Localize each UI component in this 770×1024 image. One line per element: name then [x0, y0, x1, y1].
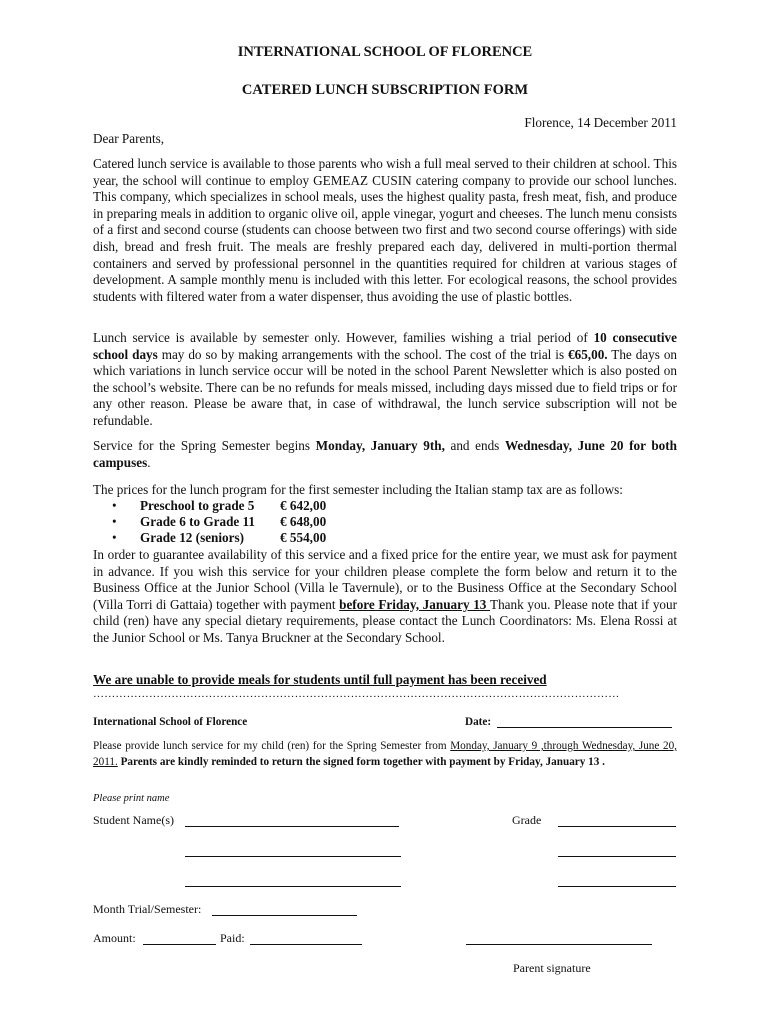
price-value: € 648,00	[280, 514, 327, 529]
date-label: Date:	[465, 716, 492, 728]
semester-start: Monday, January 9th,	[315, 438, 445, 453]
grade-field-1[interactable]	[558, 826, 676, 827]
bullet: •	[112, 514, 117, 529]
request-paragraph	[93, 738, 677, 770]
price-item	[112, 498, 326, 514]
intro-paragraph: Catered lunch service is available to those parents who wish a full meal served to their children at school. This year, the school will continue to employ GEMEAZ CUSIN catering company to provide our school lunches. This company, which specializes in school meals, uses the highest quality pasta, fresh meat, fish, and produce in preparing meals in addition to organic olive oil, apple vinegar, yogurt and cheeses. The lunch menu consists of a first and second course (students can choose between two first and two second course offerings) with side dish, bread and fresh fruit. The meals are freshly prepared each day, delivered in multi-portion thermal containers and served by professional personnel in the quantities required for children at various stages of development. A sample monthly menu is included with this letter. For ecological reasons, the school provides students with filtered water from a water dispenser, thus avoiding the use of plastic bottles.	[93, 156, 677, 304]
trial-days: 10 consecutive school days	[93, 330, 677, 362]
semester-end: Wednesday, June 20 for both campuses	[93, 438, 678, 470]
trial-paragraph	[93, 330, 677, 430]
grade-field-2[interactable]	[558, 856, 676, 857]
amount-field[interactable]	[143, 944, 216, 945]
parent-signature-label: Parent signature	[513, 961, 591, 975]
form-title: CATERED LUNCH SUBSCRIPTION FORM	[241, 82, 529, 98]
payment-notice: We are unable to provide meals for students until full payment has been received	[93, 672, 547, 687]
grade-field-3[interactable]	[558, 886, 676, 887]
student-name-field-1[interactable]	[185, 826, 399, 827]
price-value: € 554,00	[280, 530, 327, 545]
trial-text-1: Lunch service is available by semester only. However, families wishing a trial period of	[93, 330, 594, 345]
price-label: Grade 12 (seniors)	[140, 530, 245, 545]
paid-label: Paid:	[220, 931, 245, 945]
prices-intro: The prices for the lunch program for the first semester including the Italian stamp tax are as follows:	[93, 482, 623, 497]
bullet: •	[112, 530, 117, 545]
student-name-label: Student Name(s)	[93, 813, 174, 827]
school-title: INTERNATIONAL SCHOOL OF FLORENCE	[237, 44, 533, 60]
student-name-field-3[interactable]	[185, 886, 401, 887]
payment-text-1: In order to guarantee availability of this service and a fixed price for the entire year, we must ask for payment in advance. If you wish this service for your children please complete the form below and return it to the Business Office at the Junior School (Villa le Tavernule), or to the Business Office at the Secondary School (Villa Torri di Gattaia) together with payment	[93, 547, 677, 612]
payment-paragraph	[93, 547, 677, 647]
trial-text-2: may do so by making arrangements with the school. The cost of the trial is	[157, 346, 569, 362]
greeting: Dear Parents,	[93, 131, 165, 146]
paid-field[interactable]	[250, 944, 362, 945]
request-reminder: Parents are kindly reminded to return the signed form together with payment by Friday, January 13 .	[117, 756, 605, 768]
bullet: •	[112, 498, 117, 513]
letter-date: Florence, 14 December 2011	[524, 115, 677, 130]
semester-text-2: and ends	[444, 438, 505, 453]
signature-field[interactable]	[466, 944, 652, 945]
payment-deadline: before Friday, January 13	[339, 596, 491, 612]
payment-text-2: Thank you. Please note that if your child (ren) have any special dietary requirements, please contact the Lunch Coordinators: Ms. Elena Rossi at the Junior School or Ms. Tanya Bruckner at the Secondary School.	[93, 596, 677, 645]
print-name-hint: Please print name	[93, 793, 170, 804]
price-item	[112, 530, 326, 546]
trial-cost: €65,00.	[568, 346, 608, 362]
request-text: Please provide lunch service for my child (ren) for the Spring Semester from	[93, 740, 451, 752]
trial-text-3: The days on which variations in lunch service occur will be noted in the school Parent Newsletter which is also posted on the school’s website. There can be no refunds for meals missed, including days missed due to field trips or for any other reason. Please be aware that, in case of withdrawal, the lunch service subscription will not be refundable.	[93, 346, 678, 428]
price-value: € 642,00	[280, 498, 327, 513]
grade-label: Grade	[512, 813, 542, 827]
month-trial-field[interactable]	[212, 915, 357, 916]
date-field[interactable]	[497, 727, 672, 728]
price-item	[112, 514, 326, 530]
amount-label: Amount:	[93, 931, 136, 945]
price-label: Grade 6 to Grade 11	[140, 514, 256, 529]
semester-text-3: .	[147, 454, 151, 470]
month-trial-label: Month Trial/Semester:	[93, 902, 202, 916]
semester-text-1: Service for the Spring Semester begins	[93, 438, 316, 453]
cut-line: ……………………………………………………………………………………………………………………………	[93, 688, 620, 700]
request-dates: Monday, January 9 ,through Wednesday, June 20, 2011.	[93, 740, 677, 768]
price-label: Preschool to grade 5	[140, 498, 255, 513]
form-school-name: International School of Florence	[93, 716, 248, 728]
semester-paragraph	[93, 438, 677, 471]
student-name-field-2[interactable]	[185, 856, 401, 857]
